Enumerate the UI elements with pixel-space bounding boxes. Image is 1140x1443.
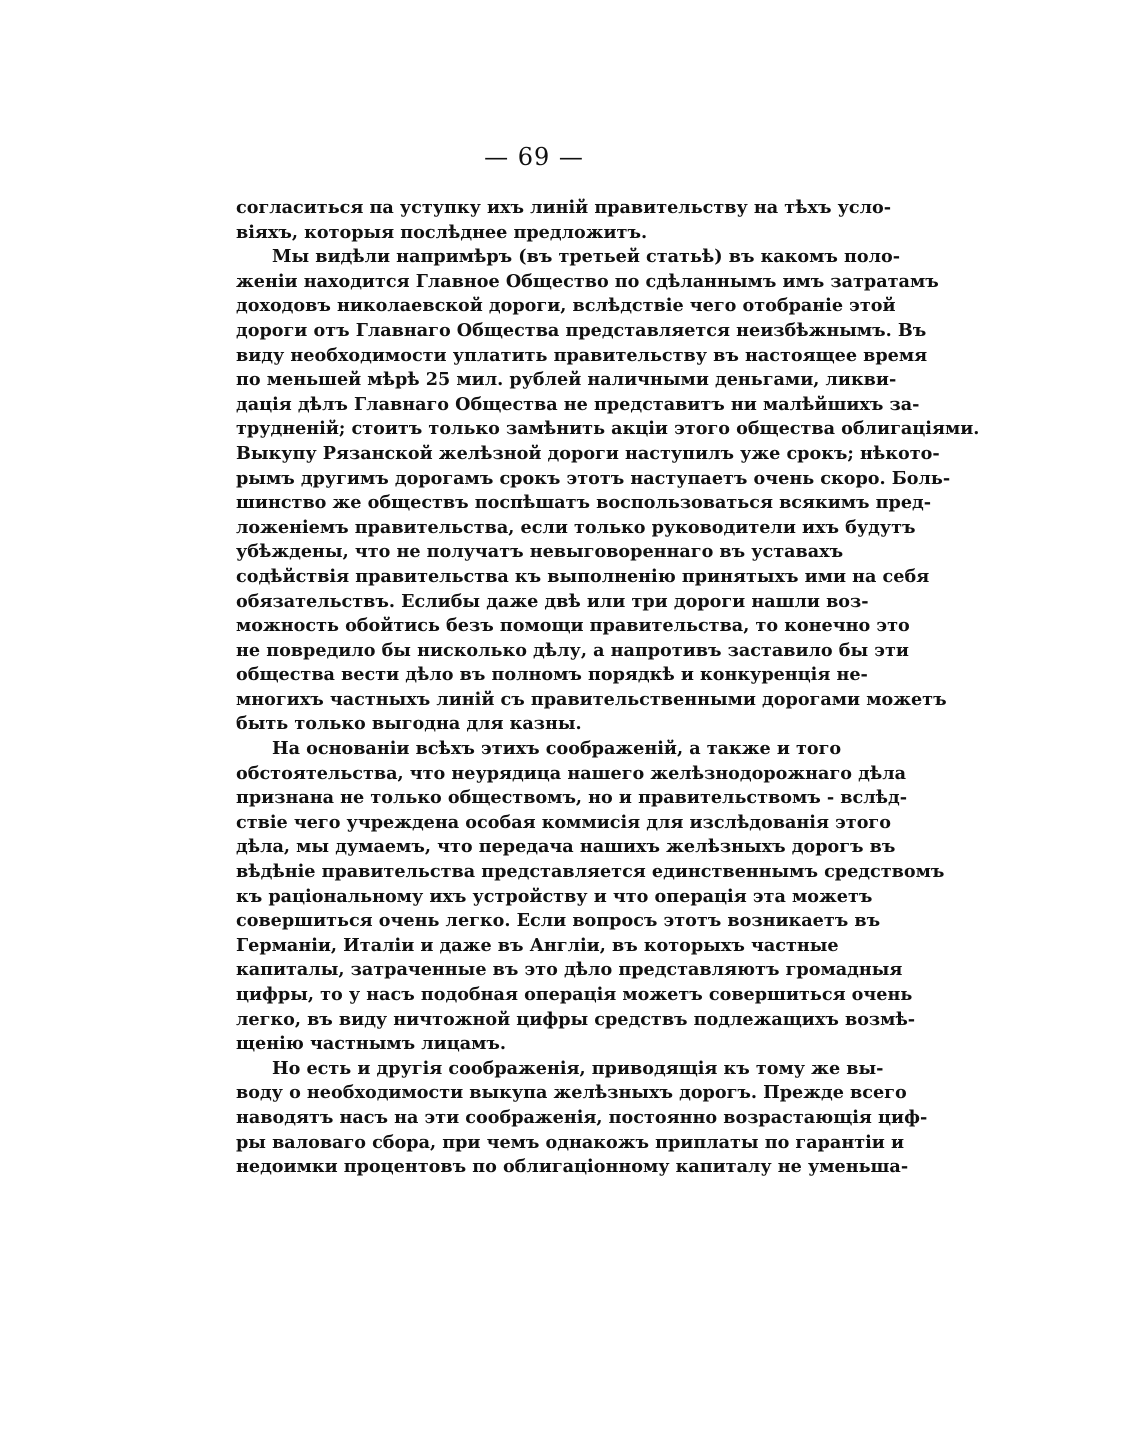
text-line: недоимки процентовъ по облигаціонному капиталу не уменьша- <box>236 1156 909 1178</box>
text-line: ры валоваго сбора, при чемъ однакожъ приплаты по гарантіи и <box>236 1131 905 1153</box>
text-line: капиталы, затраченные въ это дѣло представляютъ громадныя <box>236 959 903 981</box>
text-line: Но есть и другія соображенія, приводящія къ тому же вы- <box>272 1057 884 1079</box>
text-line: признана не только обществомъ, но и правительствомъ - вслѣд- <box>236 787 908 809</box>
text-line: ствіе чего учреждена особая коммисія для изслѣдованія этого <box>236 811 891 833</box>
text-line: обстоятельства, что неурядица нашего желѣзнодорожнаго дѣла <box>236 762 906 784</box>
text-line: совершиться очень легко. Если вопросъ этотъ возникаетъ въ <box>236 910 881 932</box>
text-line: можность обойтись безъ помощи правительства, то конечно это <box>236 615 910 637</box>
text-line: Выкупу Рязанской желѣзной дороги наступилъ уже срокъ; нѣкото- <box>236 442 940 464</box>
text-line: согласиться па уступку ихъ линій правительству на тѣхъ усло- <box>236 197 892 218</box>
text-line: вѣдѣніе правительства представляется единственнымъ средствомъ <box>236 861 945 883</box>
text-line: общества вести дѣло въ полномъ порядкѣ и конкуренція не- <box>236 664 868 686</box>
text-line: ложеніемъ правительства, если только руководители ихъ будутъ <box>236 516 916 538</box>
page-number: — 69 — <box>484 143 584 171</box>
text-line: дѣла, мы думаемъ, что передача нашихъ желѣзныхъ дорогъ въ <box>236 836 896 858</box>
text-line: Германіи, Италіи и даже въ Англіи, въ которыхъ частные <box>236 934 839 956</box>
paragraph <box>236 196 892 245</box>
text-line: щенію частнымъ лицамъ. <box>236 1033 507 1055</box>
text-line: Мы видѣли напримѣръ (въ третьей статьѣ) въ какомъ поло- <box>272 246 901 268</box>
text-line: виду необходимости уплатить правительству въ настоящее время <box>236 344 928 366</box>
text-line: обязательствъ. Еслибы даже двѣ или три дороги нашли воз- <box>236 590 869 612</box>
text-line: трудненій; стоитъ только замѣнить акціи этого общества облигаціями. <box>236 418 980 440</box>
text-line: віяхъ, которыя послѣднее предложитъ. <box>236 221 648 243</box>
text-line: воду о необходимости выкупа желѣзныхъ дорогъ. Прежде всего <box>236 1082 907 1104</box>
text-line: наводятъ насъ на эти соображенія, постоянно возрастающія циф- <box>236 1106 928 1128</box>
text-line: легко, въ виду ничтожной цифры средствъ подлежащихъ возмѣ- <box>236 1008 916 1030</box>
text-line: убѣждены, что не получатъ невыговореннаго въ уставахъ <box>236 541 844 563</box>
text-line: рымъ другимъ дорогамъ срокъ этотъ наступаетъ очень скоро. Боль- <box>236 467 951 489</box>
paragraph <box>236 245 980 737</box>
text-line: доходовъ николаевской дороги, вслѣдствіе чего отобраніе этой <box>236 295 896 317</box>
paragraph <box>236 737 945 1057</box>
paragraph <box>236 1057 928 1180</box>
text-line: по меньшей мѣрѣ 25 мил. рублей наличными деньгами, ликви- <box>236 369 897 391</box>
text-line: многихъ частныхъ линій съ правительственными дорогами можетъ <box>236 688 947 710</box>
text-line: шинство же обществъ поспѣшатъ воспользоваться всякимъ пред- <box>236 492 932 514</box>
text-line: не повредило бы нисколько дѣлу, а напротивъ заставило бы эти <box>236 639 909 661</box>
text-line: быть только выгодна для казны. <box>236 713 582 735</box>
text-line: цифры, то у насъ подобная операція можетъ совершиться очень <box>236 984 913 1005</box>
text-line: дація дѣлъ Главнаго Общества не представитъ ни малѣйшихъ за- <box>236 393 920 415</box>
text-line: содѣйствія правительства къ выполненію принятыхъ ими на себя <box>236 565 930 587</box>
text-line: женіи находится Главное Общество по сдѣланнымъ имъ затратамъ <box>236 270 939 292</box>
text-line: На основаніи всѣхъ этихъ соображеній, а также и того <box>272 738 842 760</box>
text-line: къ раціональному ихъ устройству и что операція эта можетъ <box>236 885 873 907</box>
body-text <box>236 196 980 1180</box>
text-line: дороги отъ Главнаго Общества представляется неизбѣжнымъ. Въ <box>236 319 927 341</box>
